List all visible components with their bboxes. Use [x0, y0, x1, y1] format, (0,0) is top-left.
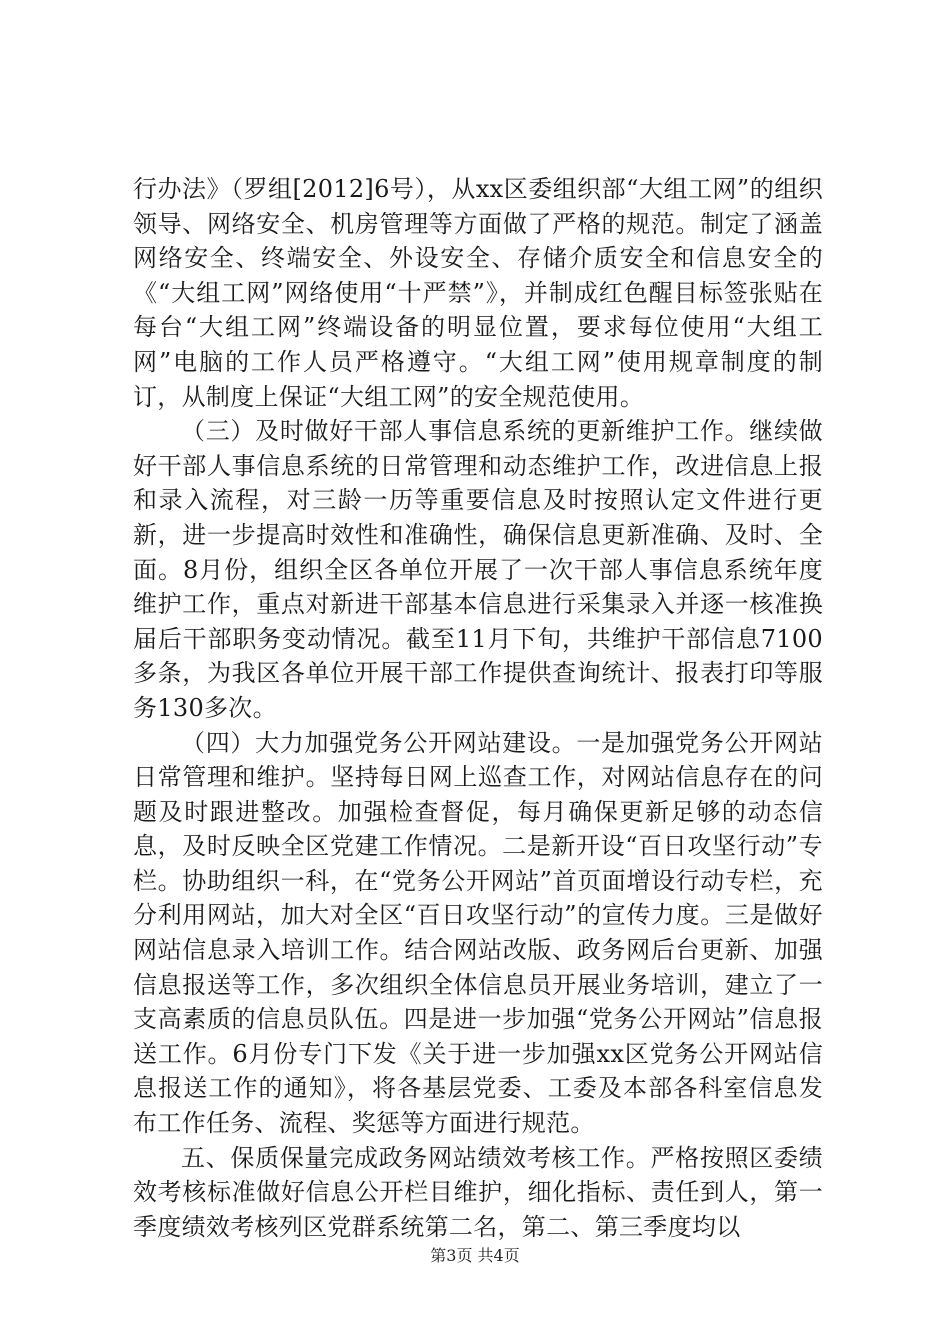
paragraph-performance-review: 五、保质保量完成政务网站绩效考核工作。严格按照区委绩效考核标准做好信息公开栏目维护，细化指标、责任到人，第一季度绩效考核列区党群系统第二名，第二、第三季度均以 [133, 1143, 823, 1241]
document-body [133, 172, 823, 1244]
page-footer: 第3页 共4页 [430, 1246, 520, 1265]
paragraph-party-website: （四）大力加强党务公开网站建设。一是加强党务公开网站日常管理和维护。坚持每日网上巡查工作，对网站信息存在的问题及时跟进整改。加强检查督促，每月确保更新足够的动态信息，及时反映全区党建工作情况。二是新开设“百日攻坚行动”专栏。协助组织一科，在“党务公开网站”首页面增设行动专栏，充分利用网站，加大对全区“百日攻坚行动”的宣传力度。三是做好网站信息录入培训工作。结合网站改版、政务网后台更新、加强信息报送等工作，多次组织全体信息员开展业务培训，建立了一支高素质的信息员队伍。四是进一步加强“党务公开网站”信息报送工作。6月份专门下发《关于进一步加强xx区党务公开网站信息报送工作的通知》，将各基层党委、工委及本部各科室信息发布工作任务、流程、奖惩等方面进行规范。 [133, 728, 823, 1138]
paragraph-regulations: 行办法》（罗组[2012]6号），从xx区委组织部“大组工网”的组织领导、网络安全、机房管理等方面做了严格的规范。制定了涵盖网络安全、终端安全、外设安全、存储介质安全和信息安全的《“大组工网”网络使用“十严禁”》，并制成红色醒目标签张贴在每台“大组工网”终端设备的明显位置，要求每位使用“大组工网”电脑的工作人员严格遵守。“大组工网”使用规章制度的制订，从制度上保证“大组工网”的安全规范使用。 [133, 175, 823, 411]
paragraph-personnel-system: （三）及时做好干部人事信息系统的更新维护工作。继续做好干部人事信息系统的日常管理和动态维护工作，改进信息上报和录入流程，对三龄一历等重要信息及时按照认定文件进行更新，进一步提高时效性和准确性，确保信息更新准确、及时、全面。8月份，组织全区各单位开展了一次干部人事信息系统年度维护工作，重点对新进干部基本信息进行采集录入并逐一核准换届后干部职务变动情况。截至11月下旬，共维护干部信息7100多条，为我区各单位开展干部工作提供查询统计、报表打印等服务130多次。 [133, 417, 823, 722]
